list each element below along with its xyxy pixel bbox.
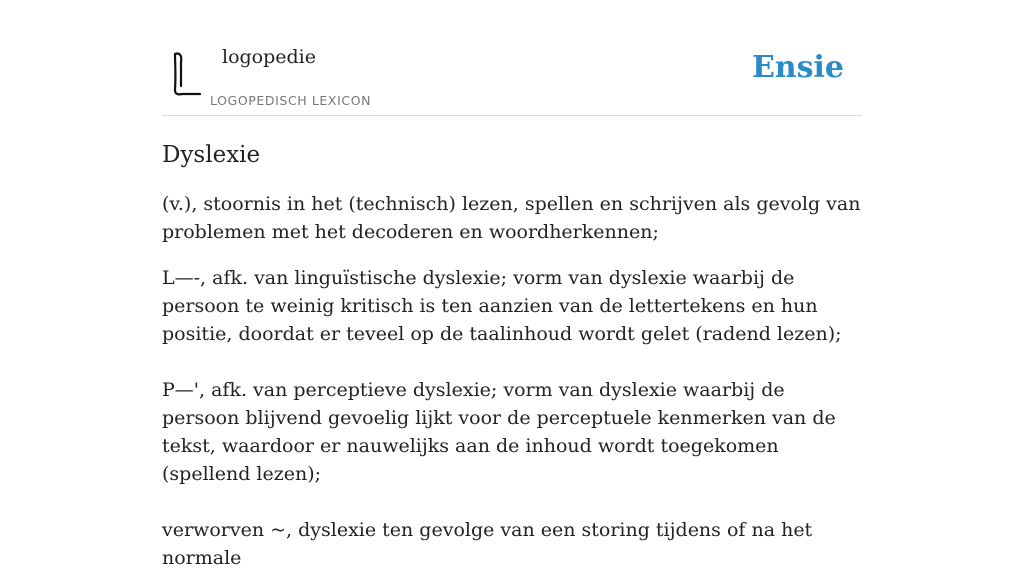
letter-l-icon[interactable] [166,48,206,98]
site-header [162,0,862,116]
subentry-perceptive: P—', afk. van perceptieve dyslexie; vorm van dyslexie waarbij de persoon blijvend gevoelig lijkt voor de perceptuele kenmerken van de tekst, waardoor er nauwelijks aan de inhoud wordt toegekomen (spellend lezen); [162,379,836,485]
entry-content [162,190,862,572]
subentry-linguistic: L—-, afk. van linguïstische dyslexie; vorm van dyslexie waarbij de persoon te weinig kritisch is ten aanzien van de lettertekens en hun positie, doordat er teveel op de taalinhoud wordt gelet (radend lezen); [162,267,842,345]
site-name-link[interactable]: logopedie [222,46,317,68]
subentry-acquired: verworven ~, dyslexie ten gevolge van een storing tijdens of na het normale [162,519,813,569]
site-subtitle: LOGOPEDISCH LEXICON [210,93,372,108]
page [162,0,862,572]
page-title: Dyslexie [162,142,261,168]
ensie-brand-link[interactable]: Ensie [751,50,844,85]
entry-definition: (v.), stoornis in het (technisch) lezen, spellen en schrijven als gevolg van problemen met het decoderen en woordherkennen; [162,193,861,243]
